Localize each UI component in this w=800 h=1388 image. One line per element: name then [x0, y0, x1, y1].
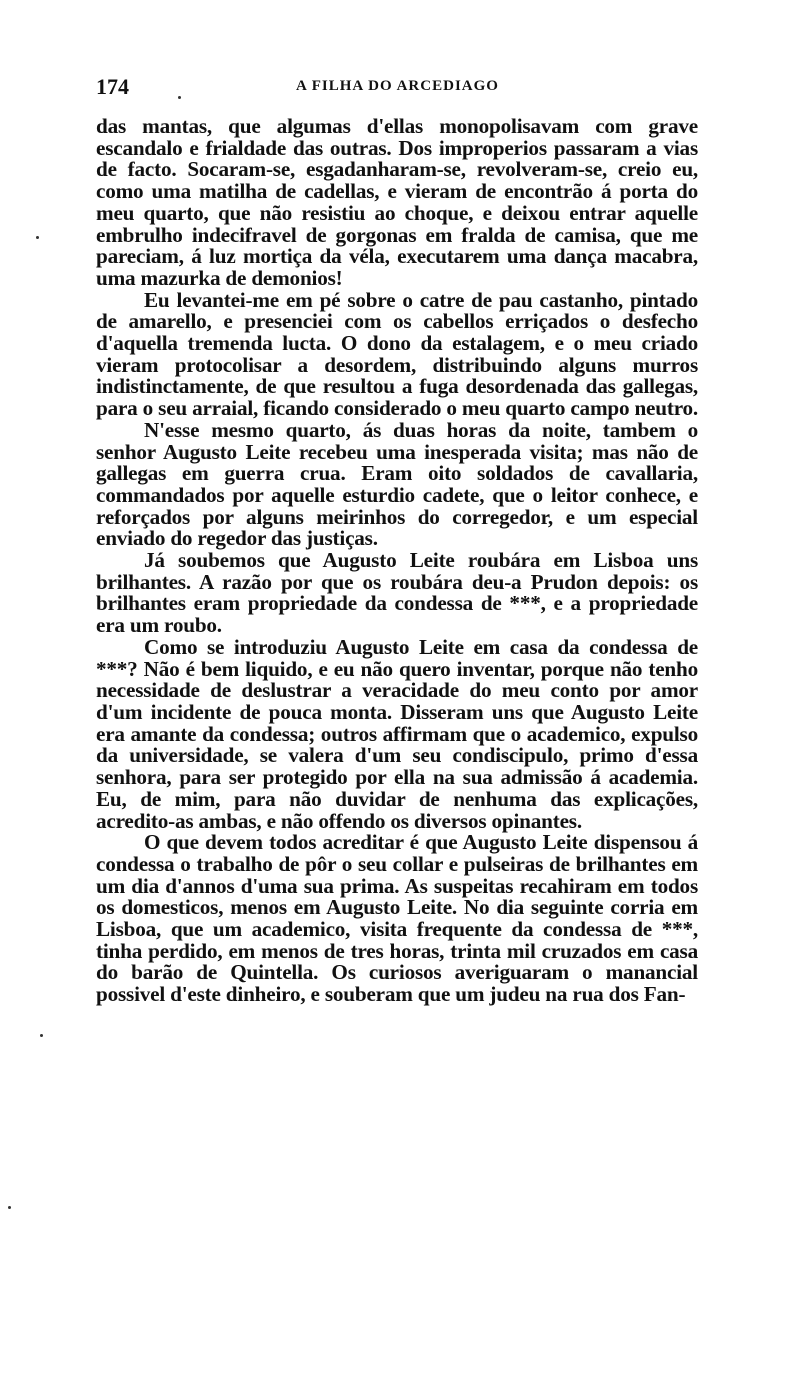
page-number: 174	[96, 74, 129, 99]
paragraph: Como se introduziu Augusto Leite em casa da condessa de ***? Não é bem liquido, e eu não quero inventar, porque não tenho necessidade de deslustrar a veracidade do meu conto por amor d'um incidente de pouca monta. Disseram uns que Augusto Leite era amante da condessa; outros affirmam que o academico, expulso da universidade, se valera d'um seu condiscipulo, primo d'essa senhora, para ser protegido por ella na sua admissão á academia. Eu, de mim, para não duvidar de nenhuma das explicações, acredito-as ambas, e não offendo os diversos opinantes.	[96, 634, 698, 833]
scan-speck	[178, 96, 181, 99]
scan-speck	[8, 1206, 11, 1209]
paragraph: Eu levantei-me em pé sobre o catre de pau castanho, pintado de amarello, e presenciei com os cabellos erriçados o desfecho d'aquella tremenda lucta. O dono da estalagem, e o meu criado vieram protocolisar a desordem, distribuindo alguns murros indistinctamente, de que resultou a fuga desordenada das gallegas, para o seu arraial, ficando considerado o meu quarto campo neutro.	[96, 287, 699, 421]
paragraph: N'esse mesmo quarto, ás duas horas da noite, tambem o senhor Augusto Leite recebeu uma inesperada visita; mas não de gallegas em guerra crua. Eram oito soldados de cavallaria, commandados por aquelle esturdio cadete, que o leitor conhece, e reforçados por alguns meirinhos do corregedor, e um especial enviado do regedor das justiças.	[96, 417, 698, 551]
body-text	[96, 116, 698, 1006]
paragraph: Já soubemos que Augusto Leite roubára em Lisboa uns brilhantes. A razão por que os roubára deu-a Prudon depois: os brilhantes eram propriedade da condessa de ***, e a propriedade era um roubo.	[96, 548, 698, 638]
running-title: A FILHA DO ARCEDIAGO	[296, 78, 499, 94]
paragraph: O que devem todos acreditar é que Augusto Leite dispensou á condessa o trabalho de pôr o seu collar e pulseiras de brilhantes em um dia d'annos d'uma sua prima. As suspeitas recahiram em todos os domesticos, menos em Augusto Leite. No dia seguinte corria em Lisboa, que um academico, visita frequente da condessa de ***, tinha perdido, em menos de tres horas, trinta mil cruzados em casa do barão de Quintella. Os curiosos averiguaram o manancial possivel d'este dinheiro, e souberam que um judeu na rua dos Fan-	[96, 830, 698, 1007]
paragraph: das mantas, que algumas d'ellas monopolisavam com grave escandalo e frialdade das outras. Dos improperios passaram a vias de facto. Socaram-se, esgadanharam-se, revolveram-se, creio eu, como uma matilha de cadellas, e vieram de encontrão á porta do meu quarto, que não resistiu ao choque, e deixou entrar aquelle embrulho indecifravel de gorgonas em fralda de camisa, que me pareciam, á luz mortiça da véla, executarem uma dança macabra, uma mazurka de demonios!	[96, 114, 698, 290]
scan-speck	[40, 1034, 43, 1037]
scan-speck	[36, 236, 39, 239]
page-header	[96, 74, 696, 104]
